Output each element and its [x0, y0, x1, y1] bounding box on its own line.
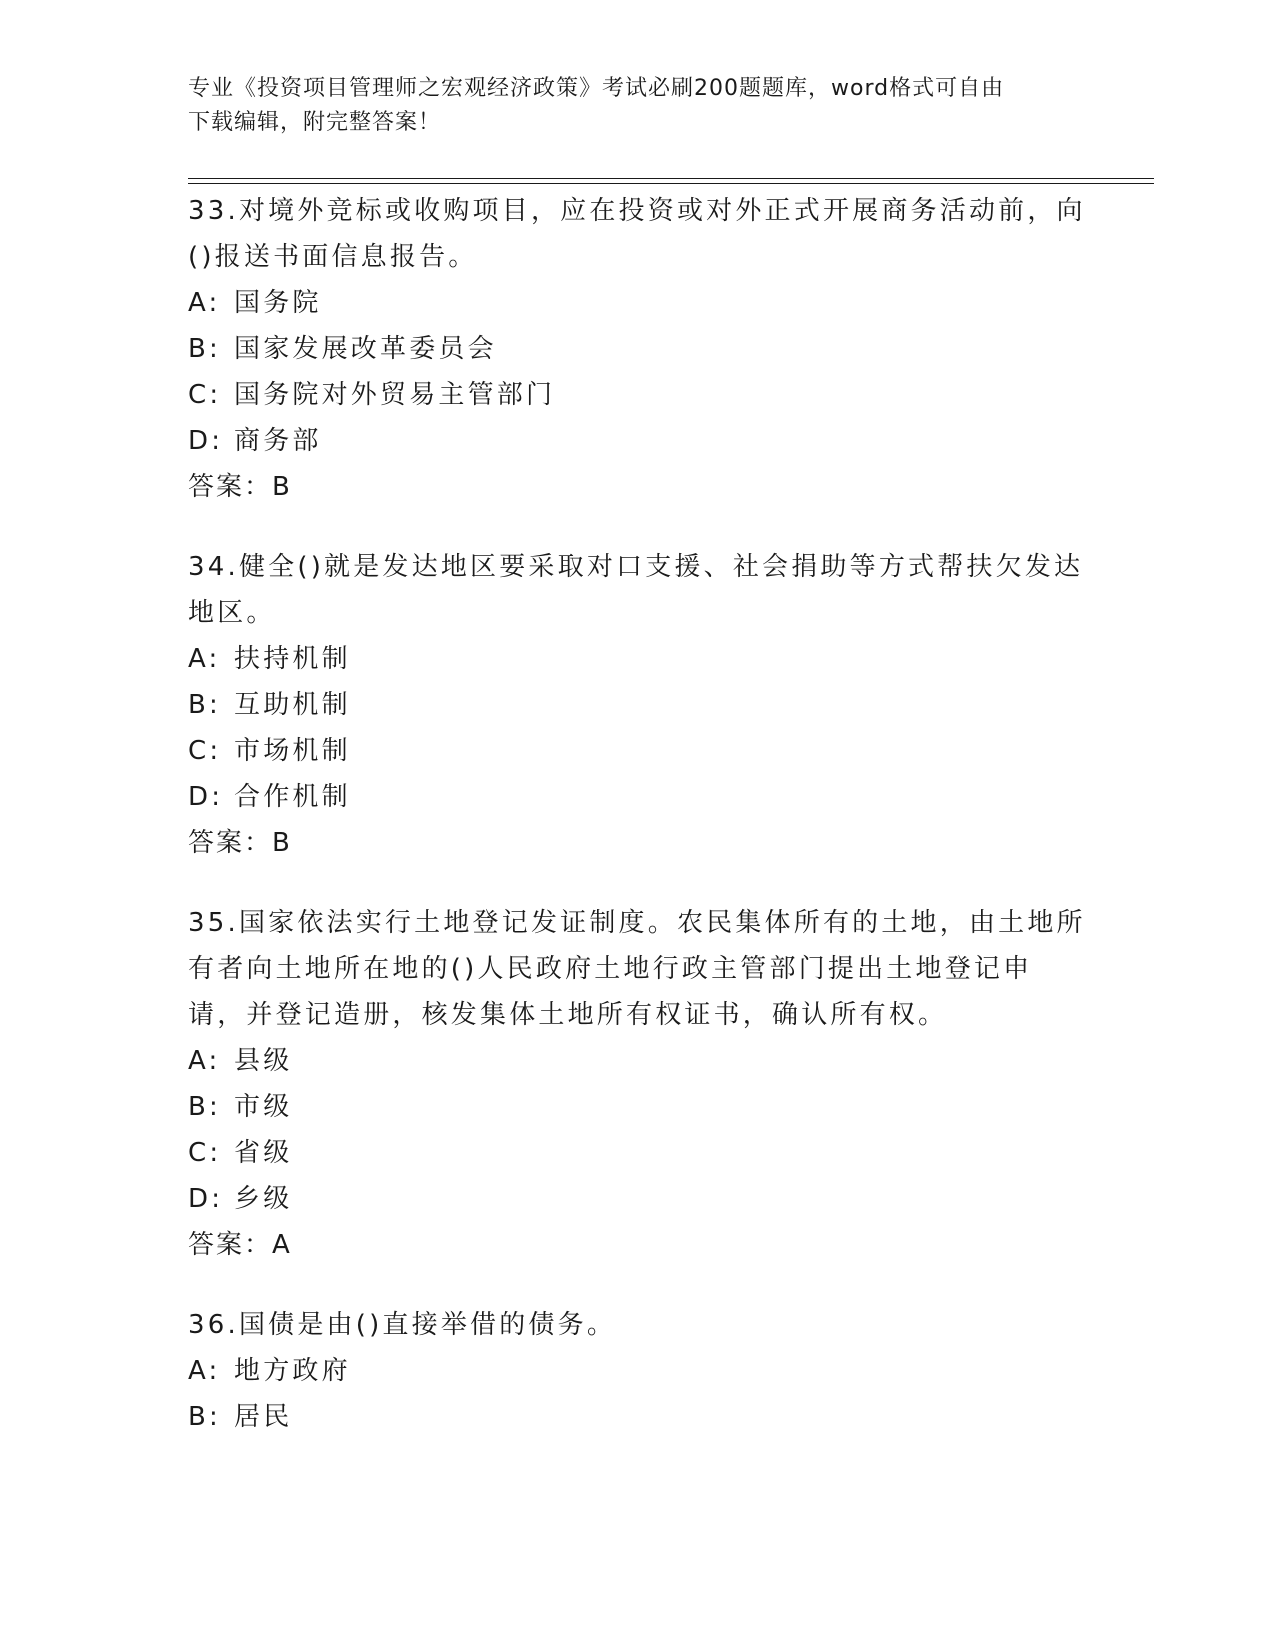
- option-text: 地方政府: [234, 1356, 351, 1386]
- answer-line: 答案：A: [188, 1230, 292, 1260]
- option-letter: A:: [188, 1046, 221, 1076]
- option-a: [188, 636, 1088, 682]
- question-stem: 33.对境外竞标或收购项目，应在投资或对外正式开展商务活动前，向()报送书面信息报告。: [188, 196, 1086, 272]
- option-letter: D:: [188, 1184, 224, 1214]
- answer-line: 答案：B: [188, 828, 292, 858]
- option-letter: B:: [188, 334, 221, 364]
- option-letter: C:: [188, 736, 222, 766]
- option-text: 市场机制: [234, 736, 351, 766]
- option-letter: C:: [188, 1138, 222, 1168]
- question-stem: 36.国债是由()直接举借的债务。: [188, 1310, 617, 1340]
- option-d: [188, 1176, 1088, 1222]
- question-list: [188, 188, 1088, 1474]
- option-letter: B:: [188, 1402, 221, 1432]
- option-text: 扶持机制: [234, 644, 351, 674]
- option-d: [188, 418, 1088, 464]
- option-letter: B:: [188, 1092, 221, 1122]
- question-36: [188, 1302, 1088, 1440]
- document-header: [188, 72, 1078, 140]
- option-text: 市级: [234, 1092, 293, 1122]
- option-b: [188, 326, 1088, 372]
- option-letter: A:: [188, 1356, 221, 1386]
- option-c: [188, 1130, 1088, 1176]
- option-a: [188, 1038, 1088, 1084]
- option-text: 合作机制: [234, 782, 351, 812]
- header-line-2: 下载编辑，附完整答案！: [188, 110, 442, 135]
- option-letter: A:: [188, 288, 221, 318]
- answer-line: 答案：B: [188, 472, 292, 502]
- option-a: [188, 280, 1088, 326]
- header-divider-top: [188, 178, 1154, 179]
- option-b: [188, 1084, 1088, 1130]
- question-35: [188, 900, 1088, 1268]
- option-letter: B:: [188, 690, 221, 720]
- option-letter: A:: [188, 644, 221, 674]
- header-line-1: 专业《投资项目管理师之宏观经济政策》考试必刷200题题库，word格式可自由: [188, 76, 1005, 101]
- question-stem: 34.健全()就是发达地区要采取对口支援、社会捐助等方式帮扶欠发达地区。: [188, 552, 1084, 628]
- option-text: 省级: [234, 1138, 293, 1168]
- header-divider-bottom: [188, 183, 1154, 184]
- option-text: 国务院对外贸易主管部门: [234, 380, 556, 410]
- option-b: [188, 682, 1088, 728]
- question-33: [188, 188, 1088, 510]
- option-text: 居民: [234, 1402, 293, 1432]
- option-text: 国务院: [234, 288, 322, 318]
- option-d: [188, 774, 1088, 820]
- question-stem: 35.国家依法实行土地登记发证制度。农民集体所有的土地，由土地所有者向土地所在地的()人民政府土地行政主管部门提出土地登记申请，并登记造册，核发集体土地所有权证书，确认所有权。: [188, 908, 1086, 1030]
- option-letter: D:: [188, 426, 224, 456]
- option-text: 县级: [234, 1046, 293, 1076]
- option-b: [188, 1394, 1088, 1440]
- option-text: 国家发展改革委员会: [234, 334, 497, 364]
- question-34: [188, 544, 1088, 866]
- option-letter: D:: [188, 782, 224, 812]
- option-c: [188, 728, 1088, 774]
- option-text: 商务部: [234, 426, 322, 456]
- option-text: 乡级: [234, 1184, 293, 1214]
- option-a: [188, 1348, 1088, 1394]
- option-c: [188, 372, 1088, 418]
- option-letter: C:: [188, 380, 222, 410]
- option-text: 互助机制: [234, 690, 351, 720]
